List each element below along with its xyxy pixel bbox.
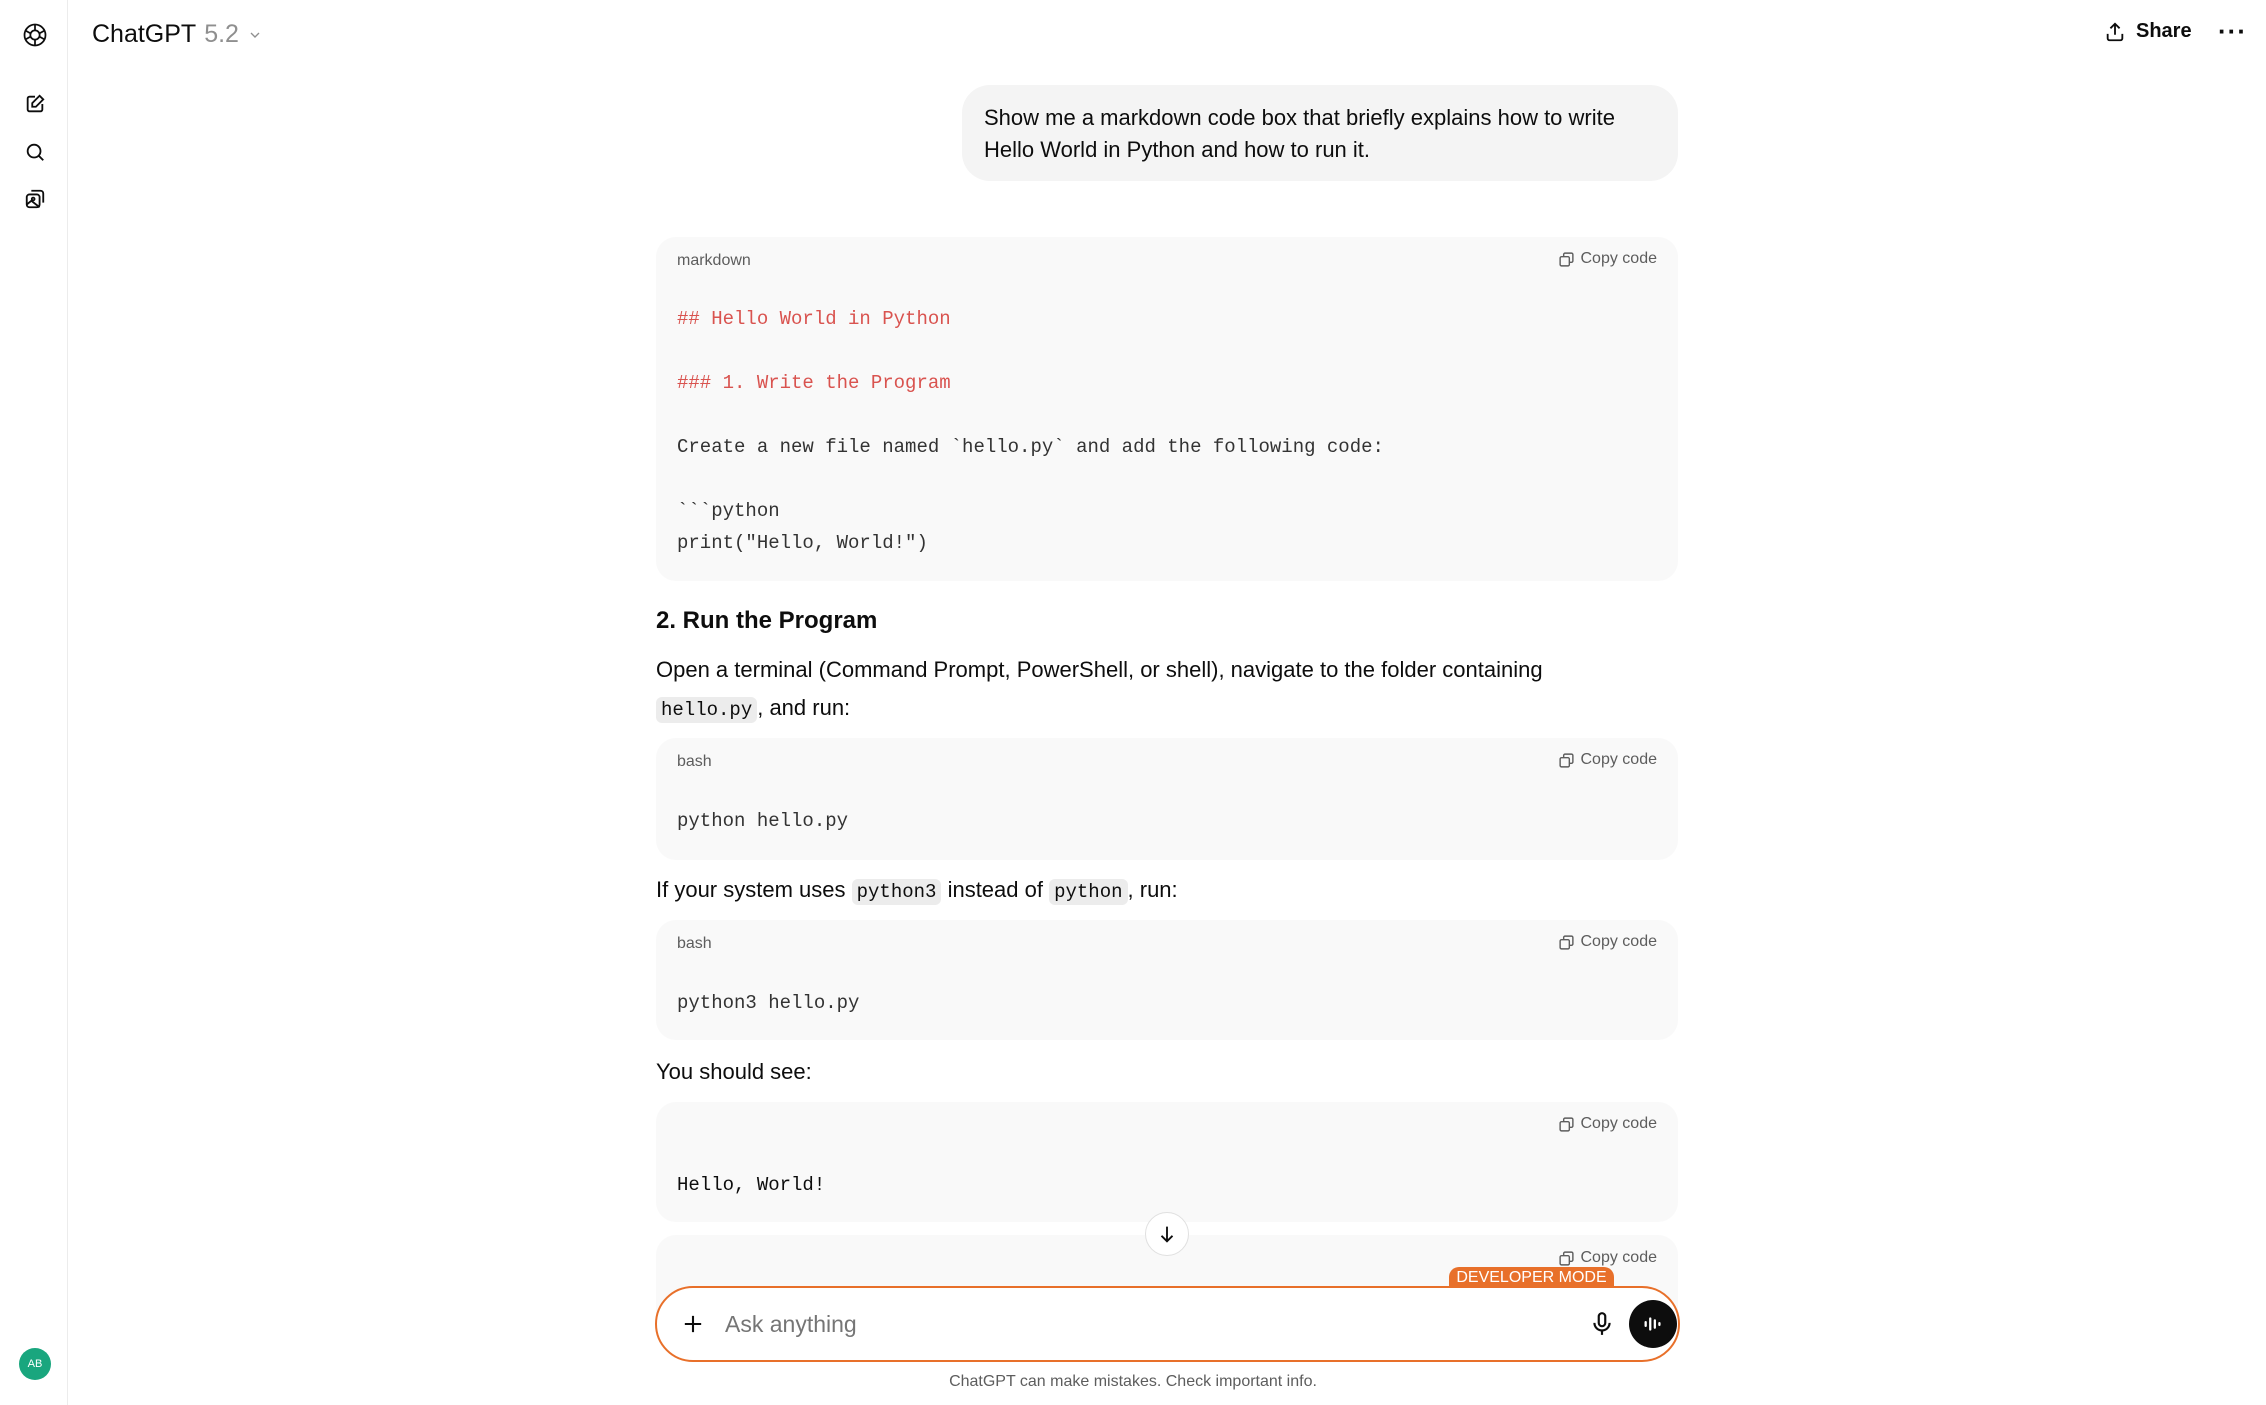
add-attachment-button[interactable] [679, 1310, 707, 1343]
share-label: Share [2136, 20, 2192, 42]
copy-code-button[interactable] [1558, 250, 1658, 268]
disclaimer: ChatGPT can make mistakes. Check important info. [949, 1373, 1317, 1390]
copy-icon [1558, 1116, 1575, 1133]
sidebar [0, 0, 68, 1405]
user-message: Show me a markdown code box that briefly explains how to write Hello World in Python and how to run it. [962, 85, 1678, 181]
copy-icon [1558, 251, 1575, 268]
code-block-bash [656, 920, 1678, 1040]
text: , run: [1127, 877, 1178, 902]
arrow-down-icon [1156, 1223, 1178, 1245]
code-line: ### 1. Write the Program [677, 372, 951, 394]
inline-code: hello.py [656, 697, 757, 723]
developer-mode-badge: DEVELOPER MODE [1449, 1267, 1614, 1288]
code-language-label: bash [677, 753, 712, 770]
plus-icon [679, 1310, 707, 1338]
voice-waveform-icon [1642, 1313, 1664, 1335]
microphone-icon [1589, 1310, 1615, 1338]
text: If your system uses [656, 877, 852, 902]
code-line: Create a new file named `hello.py` and add the following code: [677, 436, 1384, 458]
images-icon[interactable] [20, 184, 50, 214]
code-block-markdown [656, 237, 1678, 581]
share-button[interactable] [2104, 20, 2192, 43]
code-line: print("Hello, World!") [677, 532, 928, 554]
code-line: python hello.py [677, 810, 849, 832]
paragraph: You should see: [656, 1059, 812, 1084]
prompt-input[interactable] [725, 1304, 1585, 1344]
code-block-bash [656, 738, 1678, 860]
inline-code: python3 [852, 879, 942, 905]
text: instead of [941, 877, 1050, 902]
model-selector[interactable] [92, 20, 263, 49]
copy-code-button[interactable] [1558, 1115, 1658, 1133]
paragraph [656, 651, 1678, 729]
code-line: python3 hello.py [677, 992, 860, 1014]
share-icon [2104, 21, 2126, 43]
text: Open a terminal (Command Prompt, PowerShell, or shell), navigate to the folder containing [656, 657, 1543, 682]
new-chat-icon[interactable] [20, 89, 50, 119]
paragraph [656, 871, 1178, 911]
copy-code-label: Copy code [1580, 250, 1657, 267]
code-language-label: markdown [677, 252, 751, 269]
code-line: ```python [677, 500, 780, 522]
openai-logo-icon[interactable] [20, 20, 50, 50]
code-block-output [656, 1102, 1678, 1222]
dictate-button[interactable] [1589, 1310, 1615, 1343]
code-line: Hello, World! [677, 1174, 826, 1196]
avatar[interactable]: AB [19, 1348, 51, 1380]
text: , and run: [757, 695, 851, 720]
search-icon[interactable] [20, 137, 50, 167]
copy-code-label: Copy code [1580, 1115, 1657, 1132]
copy-code-label: Copy code [1580, 751, 1657, 768]
copy-icon [1558, 752, 1575, 769]
scroll-to-bottom-button[interactable] [1145, 1212, 1189, 1256]
copy-code-label: Copy code [1580, 933, 1657, 950]
copy-icon [1558, 1250, 1575, 1267]
composer [655, 1286, 1680, 1362]
copy-code-button[interactable] [1558, 933, 1658, 951]
copy-code-button[interactable] [1558, 751, 1658, 769]
more-options-button[interactable]: ··· [2218, 16, 2247, 46]
code-language-label: bash [677, 935, 712, 952]
code-line: ## Hello World in Python [677, 308, 951, 330]
section-heading: 2. Run the Program [656, 607, 878, 634]
copy-code-label: Copy code [1580, 1249, 1657, 1266]
inline-code: python [1049, 879, 1127, 905]
model-version: 5.2 [204, 20, 239, 48]
app-name: ChatGPT [92, 20, 197, 48]
copy-icon [1558, 934, 1575, 951]
chevron-down-icon [247, 27, 263, 43]
voice-mode-button[interactable] [1629, 1300, 1677, 1348]
copy-code-button[interactable] [1558, 1249, 1658, 1267]
